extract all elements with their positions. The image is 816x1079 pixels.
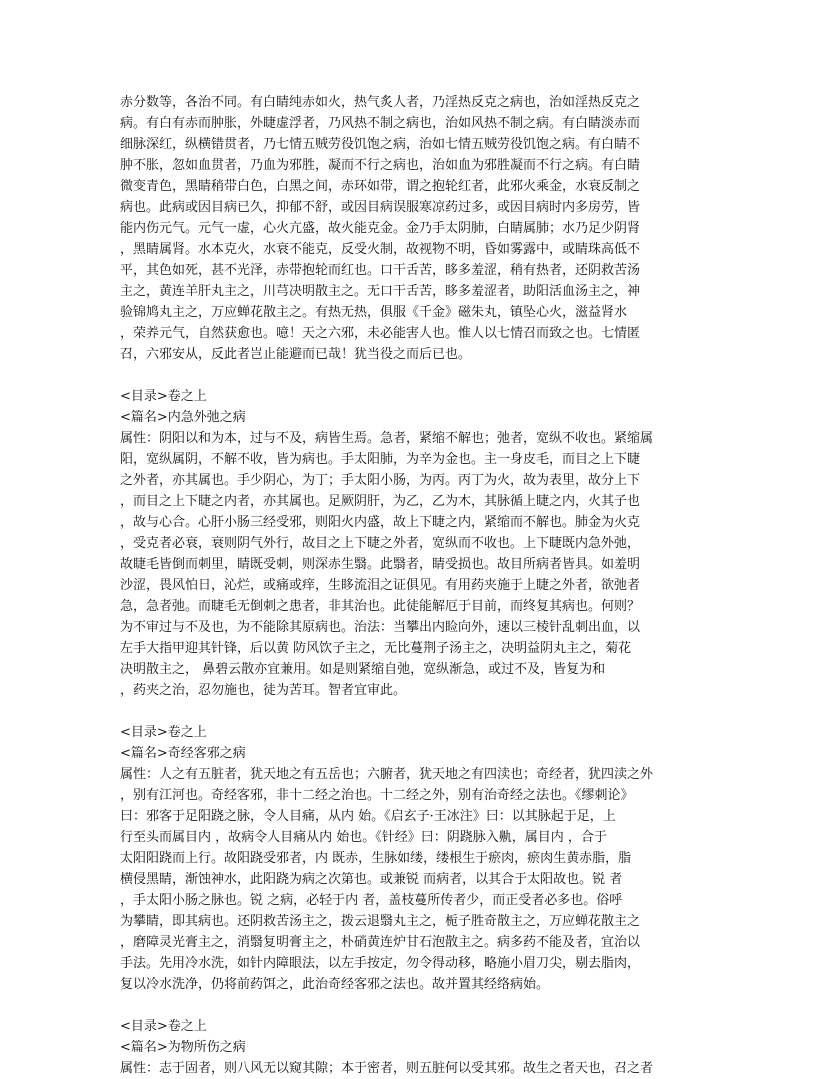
text-line: 属性：志于固者，则八风无以窥其隙；本于密者，则五脏何以受其邪。故生之者天也，召之者 bbox=[120, 1061, 654, 1076]
text-line: ，黑睛属肾。水本克火，水衰不能克，反受火制，故视物不明，昏如雾露中，或睛珠高低不 bbox=[120, 242, 641, 257]
text-line: 验锦鸠丸主之，万应蝉花散主之。有热无热，俱服《千金》磁朱丸，镇坠心火，滋益肾水 bbox=[120, 305, 628, 320]
text-line: ，荣养元气，自然获愈也。噫！天之六邪，未必能害人也。惟人以七情召而致之也。七情匿 bbox=[120, 326, 641, 341]
text-line: 细脉深红，纵横错贯者，乃七情五贼劳役饥饱之病，治如七情五贼劳役饥饱之病。有白睛不 bbox=[120, 137, 641, 152]
section-weiwu-suoshang bbox=[120, 1016, 685, 1079]
intro-paragraph bbox=[120, 92, 685, 365]
text-line: 能内伤元气。元气一虚，心火亢盛，故火能克金。金乃手太阴肺，白睛属肺；水乃足少阴肾 bbox=[120, 221, 641, 236]
text-line: ，故与心合。心肝小肠三经受邪，则阳火内盛，故上下睫之内，紧缩而不解也。肺金为火克 bbox=[120, 515, 641, 530]
text-line: ，别有江河也。奇经客邪，非十二经之治也。十二经之外，别有治奇经之法也。《缪刺论》 bbox=[120, 788, 634, 803]
section-neiji-waichi bbox=[120, 386, 685, 701]
text-line: 横侵黑睛，渐蚀神水，此阳跷为病之次第也。或兼锐 而病者，以其合于太阳故也。锐 者 bbox=[120, 872, 623, 887]
text-line: 之外者，亦其属也。手少阴心，为丁；手太阳小肠，为丙。丙丁为火，故为表里，故分上下 bbox=[120, 473, 641, 488]
text-line: 急，急者弛。而睫毛无倒刺之患者，非其治也。此徒能解厄于目前，而终复其病也。何则？ bbox=[120, 599, 641, 614]
text-line: 左手大指甲迎其针锋，后以黄 防风饮子主之，无比蔓荆子汤主之，决明益阴丸主之，菊花 bbox=[120, 641, 632, 656]
text-line: 微变青色，黑睛稍带白色，白黑之间，赤环如带，谓之抱轮红者，此邪火乘金，水衰反制之 bbox=[120, 179, 641, 194]
catalog-label: <目录>卷之上 bbox=[120, 1019, 207, 1034]
text-line: 平，其色如死，甚不光泽，赤带抱轮而红也。口干舌苦，眵多羞涩，稍有热者，还阴救苦汤 bbox=[120, 263, 641, 278]
text-line: 曰：邪客于足阳跷之脉，令人目痛，从内 始。《启玄子·王冰注》曰：以其脉起于足，上 bbox=[120, 809, 616, 824]
text-line: 为不审过与不及也，为不能除其原病也。治法：当攀出内睑向外，速以三棱针乱刺出血，以 bbox=[120, 620, 641, 635]
document-page bbox=[120, 92, 685, 1079]
text-line: ，药夹之治，忍勿施也，徒为苦耳。智者宜审此。 bbox=[120, 683, 407, 698]
text-line: 故睫毛皆倒而刺里，睛既受刺，则深赤生翳。此翳者，睛受损也。故目所病者皆具。如羞明 bbox=[120, 557, 641, 572]
text-line: 属性：阴阳以和为本，过与不及，病皆生焉。急者，紧缩不解也；弛者，宽纵不收也。紧缩属 bbox=[120, 431, 654, 446]
text-line: 赤分数等，各治不同。有白睛纯赤如火，热气炙人者，乃淫热反克之病也，治如淫热反克之 bbox=[120, 95, 641, 110]
section-qijing-kexie bbox=[120, 722, 685, 995]
section-title: <篇名>为物所伤之病 bbox=[120, 1040, 246, 1055]
text-line: ，磨障灵光膏主之，消翳复明膏主之，朴硝黄连炉甘石泡散主之。病多药不能及者，宜治以 bbox=[120, 935, 641, 950]
section-title: <篇名>奇经客邪之病 bbox=[120, 746, 246, 761]
text-line: 主之，黄连羊肝丸主之，川芎决明散主之。无口干舌苦，眵多羞涩者，助阳活血汤主之，神 bbox=[120, 284, 641, 299]
text-line: ，而目之上下睫之内者，亦其属也。足厥阴肝，为乙，乙为木，其脉循上睫之内，火其子也 bbox=[120, 494, 641, 509]
text-line: 行至头而属目内 ，故病令人目痛从内 始也。《针经》曰：阴跷脉入鼽，属目内 ，合于 bbox=[120, 830, 607, 845]
text-line: 病也。此病或因目病已久，抑郁不舒，或因目病误服寒凉药过多，或因目病时内多房劳，皆 bbox=[120, 200, 641, 215]
text-line: 阳，宽纵属阴，不解不收，皆为病也。手太阳肺，为辛为金也。主一身皮毛，而目之上下睫 bbox=[120, 452, 641, 467]
text-line: 复以冷水洗净，仍将前药饵之，此治奇经客邪之法也。故并置其经络病始。 bbox=[120, 977, 550, 992]
text-line: 太阳阳跷而上行。故阳跷受邪者，内 既赤，生脉如缕，缕根生于瘀肉，瘀肉生黄赤脂，脂 bbox=[120, 851, 632, 866]
text-line: 决明散主之， 鼻碧云散亦宜兼用。如是则紧缩自弛，宽纵渐急，或过不及，皆复为和 bbox=[120, 662, 606, 677]
text-line: ，受克者必衰，衰则阴气外行，故目之上下睫之外者，宽纵而不收也。上下睫既内急外弛， bbox=[120, 536, 641, 551]
text-line: 召，六邪安从，反此者岂止能避而已哉！犹当役之而后已也。 bbox=[120, 347, 472, 362]
text-line: 病。有白有赤而肿胀，外睫虚浮者，乃风热不制之病也，治如风热不制之病。有白睛淡赤而 bbox=[120, 116, 641, 131]
text-line: 为攀睛，即其病也。还阴救苦汤主之，拨云退翳丸主之，栀子胜奇散主之，万应蝉花散主之 bbox=[120, 914, 641, 929]
text-line: 沙涩，畏风怕日，沁烂，或痛或痒，生眵流泪之证俱见。有用药夹施于上睫之外者，欲弛者 bbox=[120, 578, 641, 593]
catalog-label: <目录>卷之上 bbox=[120, 725, 207, 740]
text-line: 属性：人之有五脏者，犹天地之有五岳也；六腑者，犹天地之有四渎也；奇经者，犹四渎之外 bbox=[120, 767, 654, 782]
text-line: ，手太阳小肠之脉也。锐 之病，必轻于内 者，盖枝蔓所传者少，而正受者必多也。俗呼 bbox=[120, 893, 623, 908]
section-title: <篇名>内急外弛之病 bbox=[120, 410, 246, 425]
text-line: 肿不胀，忽如血贯者，乃血为邪胜，凝而不行之病也，治如血为邪胜凝而不行之病。有白睛 bbox=[120, 158, 641, 173]
catalog-label: <目录>卷之上 bbox=[120, 389, 207, 404]
text-line: 手法。先用冷水洗，如针内障眼法，以左手按定，勿令得动移，略施小眉刀尖，剔去脂肉， bbox=[120, 956, 641, 971]
